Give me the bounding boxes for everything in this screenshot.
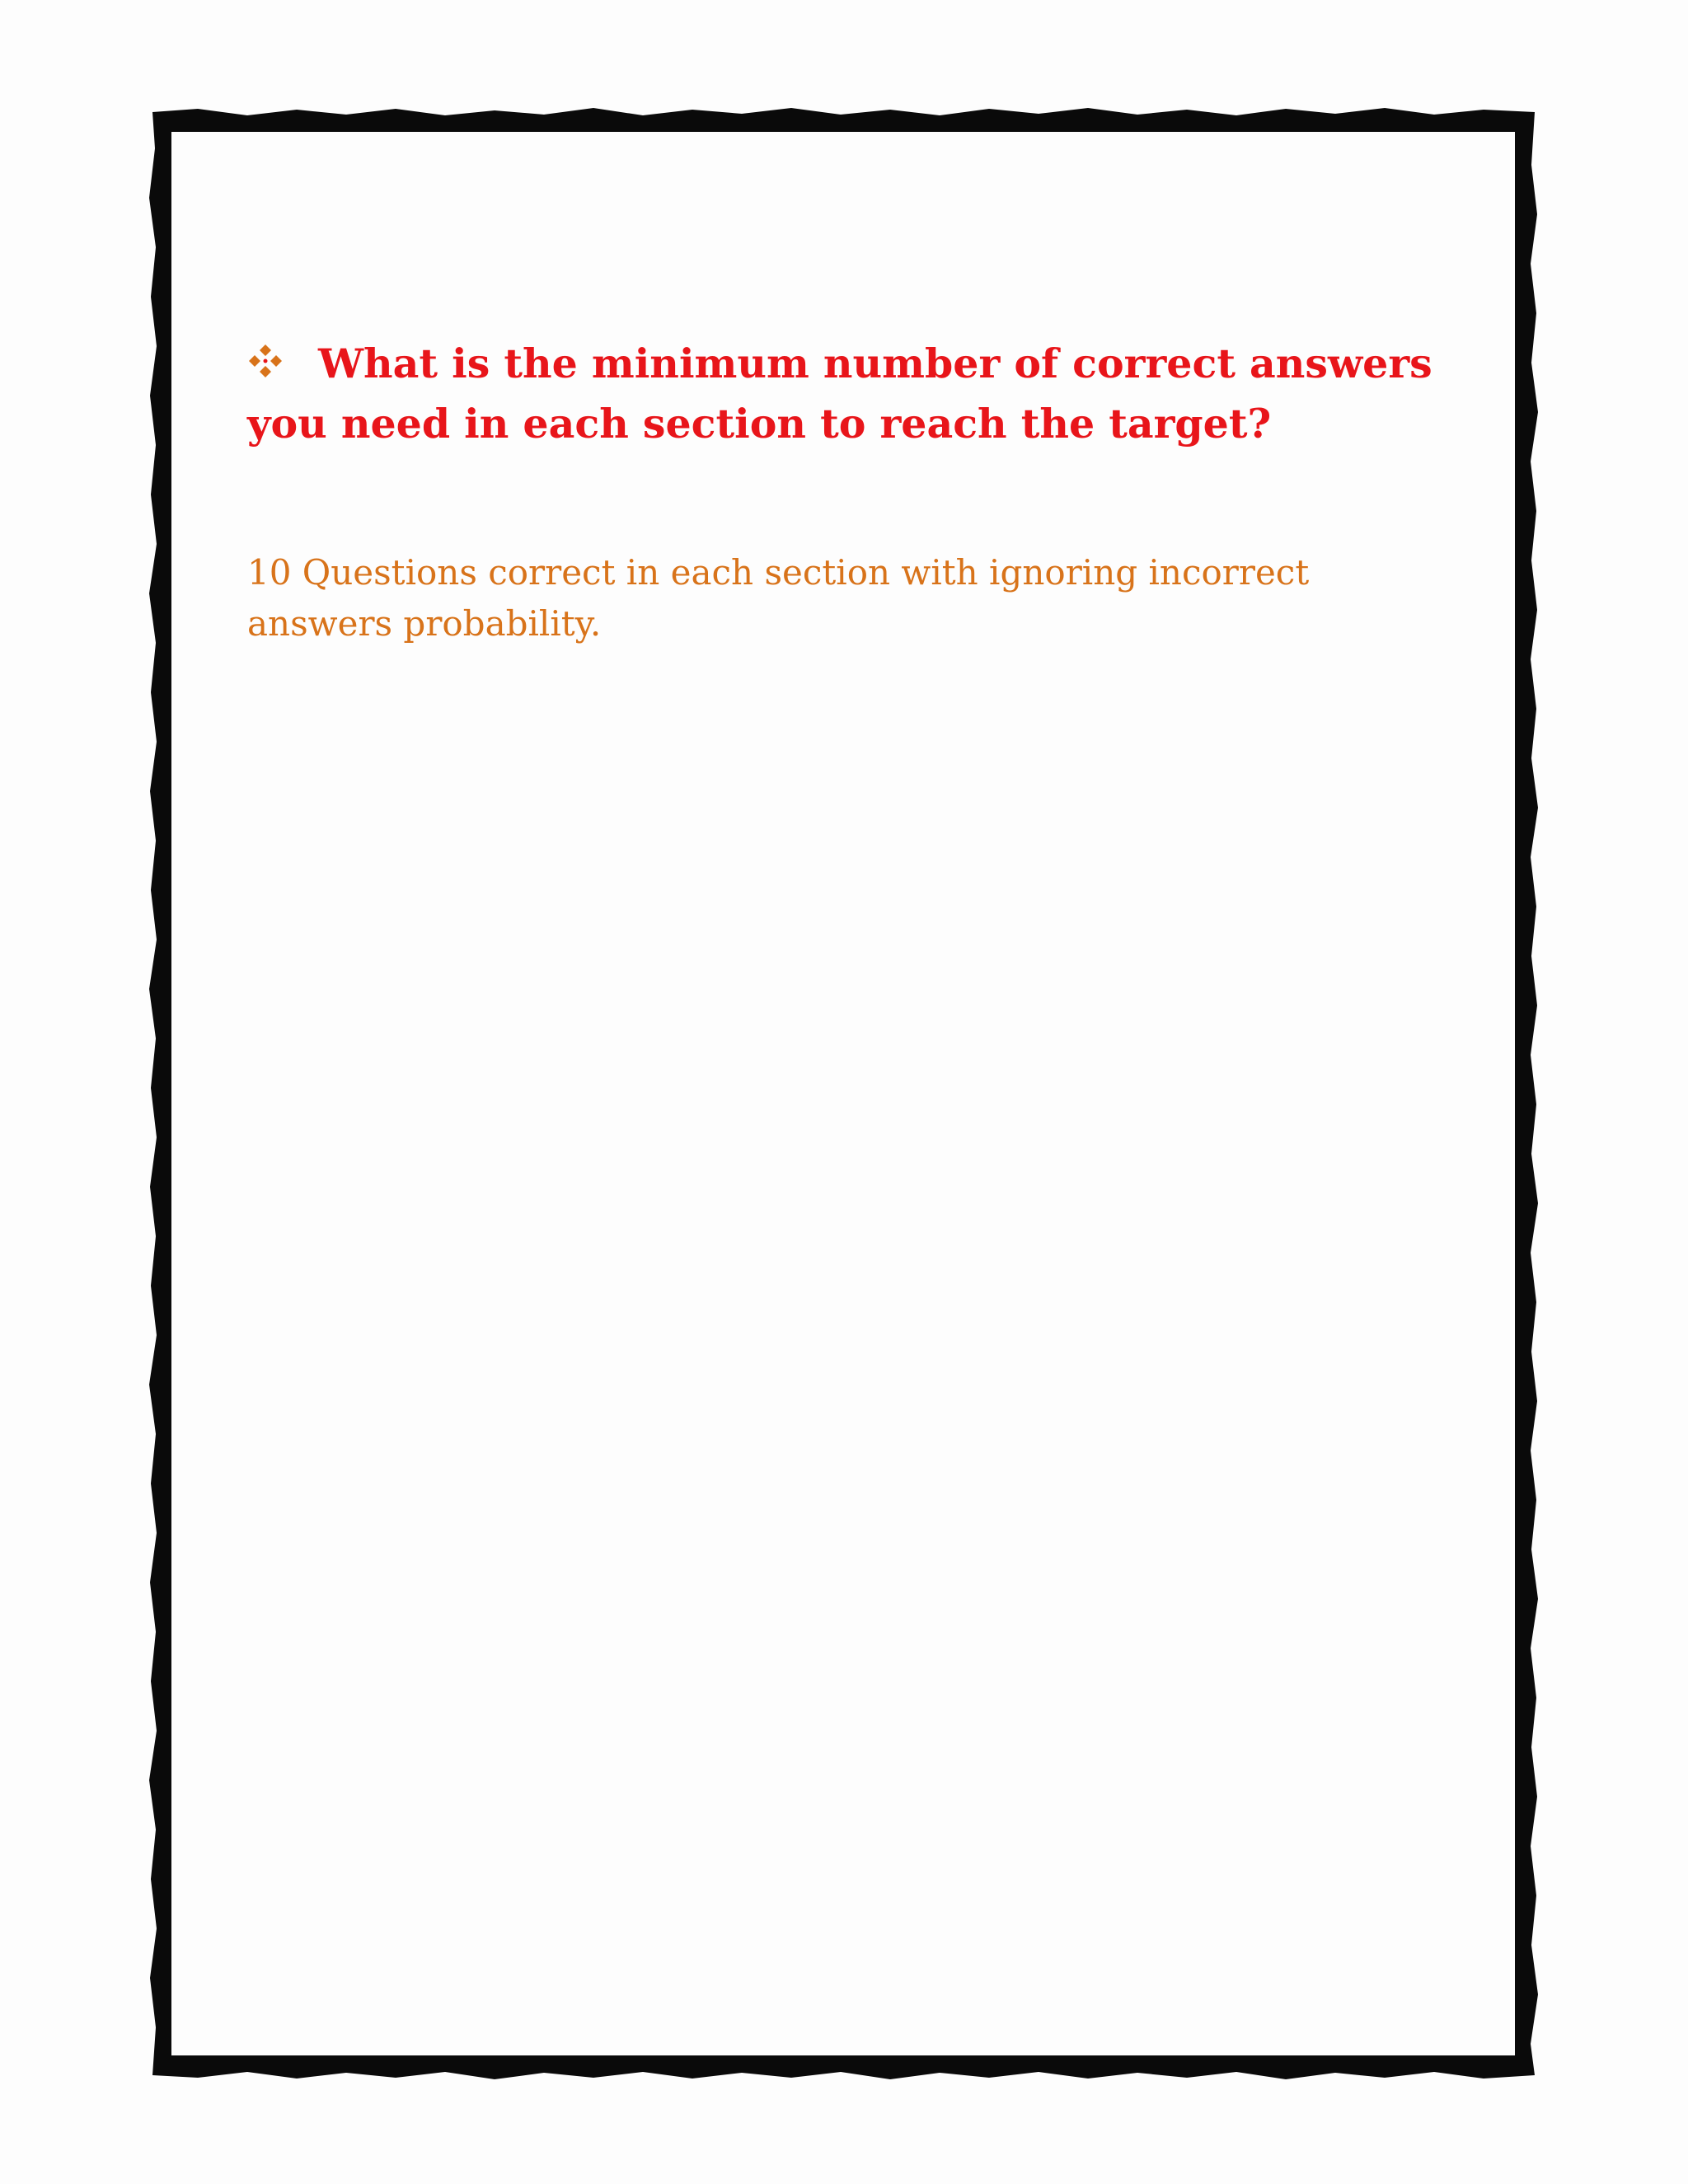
- question-text: What is the minimum number of correct answers you need in each section to reach the target?: [247, 340, 1432, 448]
- question-heading: [247, 334, 1459, 454]
- page-content: [247, 334, 1459, 649]
- answer-text: 10 Questions correct in each section with ignoring incorrect answers probability.: [247, 552, 1310, 644]
- diamond-bullet-icon: [247, 343, 284, 379]
